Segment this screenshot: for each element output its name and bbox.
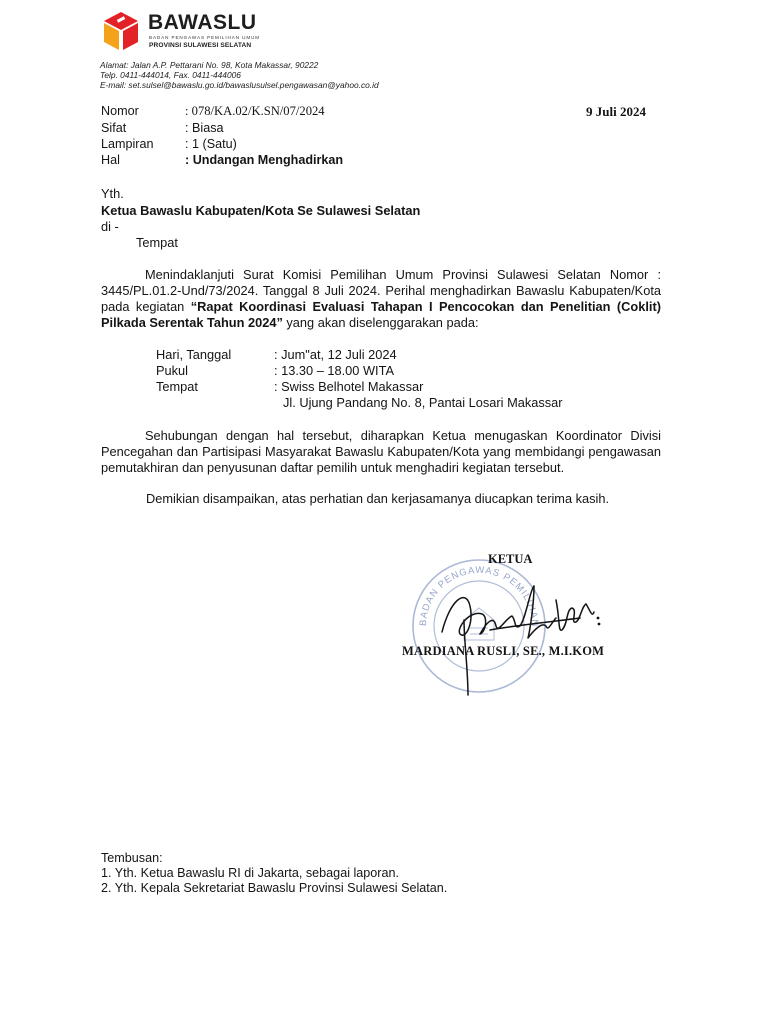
paragraph-intro-tail: yang akan diselenggarakan pada:	[282, 315, 479, 330]
letter-date: 9 Juli 2024	[586, 104, 646, 119]
meta-label-nomor: Nomor	[101, 104, 139, 118]
meta-value-hal: : Undangan Menghadirkan	[185, 153, 344, 167]
paragraph-closing: Demikian disampaikan, atas perhatian dan kerjasamanya diucapkan terima kasih.	[146, 491, 610, 506]
bawaslu-logo-icon	[100, 10, 142, 52]
tembusan-item: 2. Yth. Kepala Sekretariat Bawaslu Provinsi Sulawesi Selatan.	[101, 881, 448, 895]
signature-title: KETUA	[488, 552, 533, 566]
meta-value-sifat: : Biasa	[185, 121, 224, 135]
detail-label-date: Hari, Tanggal	[156, 347, 232, 362]
detail-value-address: Jl. Ujung Pandang No. 8, Pantai Losari Makassar	[283, 395, 563, 410]
meta-label-sifat: Sifat	[101, 121, 127, 135]
detail-value-venue: : Swiss Belhotel Makassar	[274, 379, 424, 394]
email-address: set.sulsel@bawaslu.go.id/bawaslusulsel.pengawasan@yahoo.co.id	[128, 80, 379, 90]
meta-value-nomor: : 078/KA.02/K.SN/07/2024	[185, 104, 325, 118]
handwritten-signature-icon	[430, 560, 610, 700]
meta-label-hal: Hal	[101, 153, 120, 167]
event-title: “Rapat Koordinasi Evaluasi Tahapan I Pencocokan dan Penelitian (Coklit) Pilkada Serentak Tahun 2024”	[101, 299, 661, 330]
signatory-name: MARDIANA RUSLI, SE., M.I.KOM	[402, 644, 605, 658]
detail-label-time: Pukul	[156, 363, 189, 378]
email-line	[100, 80, 379, 90]
stamp-text: BADAN PENGAWAS PEMILIHAN	[417, 564, 541, 628]
email-label: E-mail:	[100, 80, 129, 90]
detail-value-time: : 13.30 – 18.00 WITA	[274, 363, 394, 378]
paragraph-intro	[101, 267, 661, 331]
recipient-yth: Yth.	[101, 186, 124, 201]
tembusan-item: 1. Yth. Ketua Bawaslu RI di Jakarta, sebagai laporan.	[101, 866, 400, 880]
tembusan-heading: Tembusan:	[101, 851, 163, 865]
meta-value-lampiran: : 1 (Satu)	[185, 137, 237, 151]
detail-value-date: : Jum"at, 12 Juli 2024	[274, 347, 397, 362]
meta-label-lampiran: Lampiran	[101, 137, 154, 151]
address-line: Alamat: Jalan A.P. Pettarani No. 98, Kota Makassar, 90222	[100, 60, 319, 70]
phone-line: Telp. 0411-444014, Fax. 0411-444006	[100, 70, 241, 80]
brand-province: PROVINSI SULAWESI SELATAN	[149, 42, 252, 49]
recipient-place: Tempat	[136, 235, 178, 250]
paragraph-request: Sehubungan dengan hal tersebut, diharapkan Ketua menugaskan Koordinator Divisi Pencegahan dan Partisipasi Masyarakat Bawaslu Kabupaten/Kota yang membidangi pengawasan pemutakhiran dan penyusunan daftar pemilih untuk menghadiri kegiatan tersebut.	[101, 428, 661, 475]
recipient-name: Ketua Bawaslu Kabupaten/Kota Se Sulawesi Selatan	[101, 203, 421, 218]
brand-name: BAWASLU	[148, 11, 257, 34]
detail-label-venue: Tempat	[156, 379, 198, 394]
brand-subtitle: BADAN PENGAWAS PEMILIHAN UMUM	[149, 35, 261, 40]
recipient-di: di -	[101, 219, 119, 234]
paragraph-intro-text: Menindaklanjuti Surat Komisi Pemilihan Umum Provinsi Sulawesi Selatan Nomor : 3445/PL.01.2-Und/73/2024. Tanggal 8 Juli 2024. Perihal menghadirkan Bawaslu Kabupaten/Kota pada kegiatan	[101, 267, 661, 314]
